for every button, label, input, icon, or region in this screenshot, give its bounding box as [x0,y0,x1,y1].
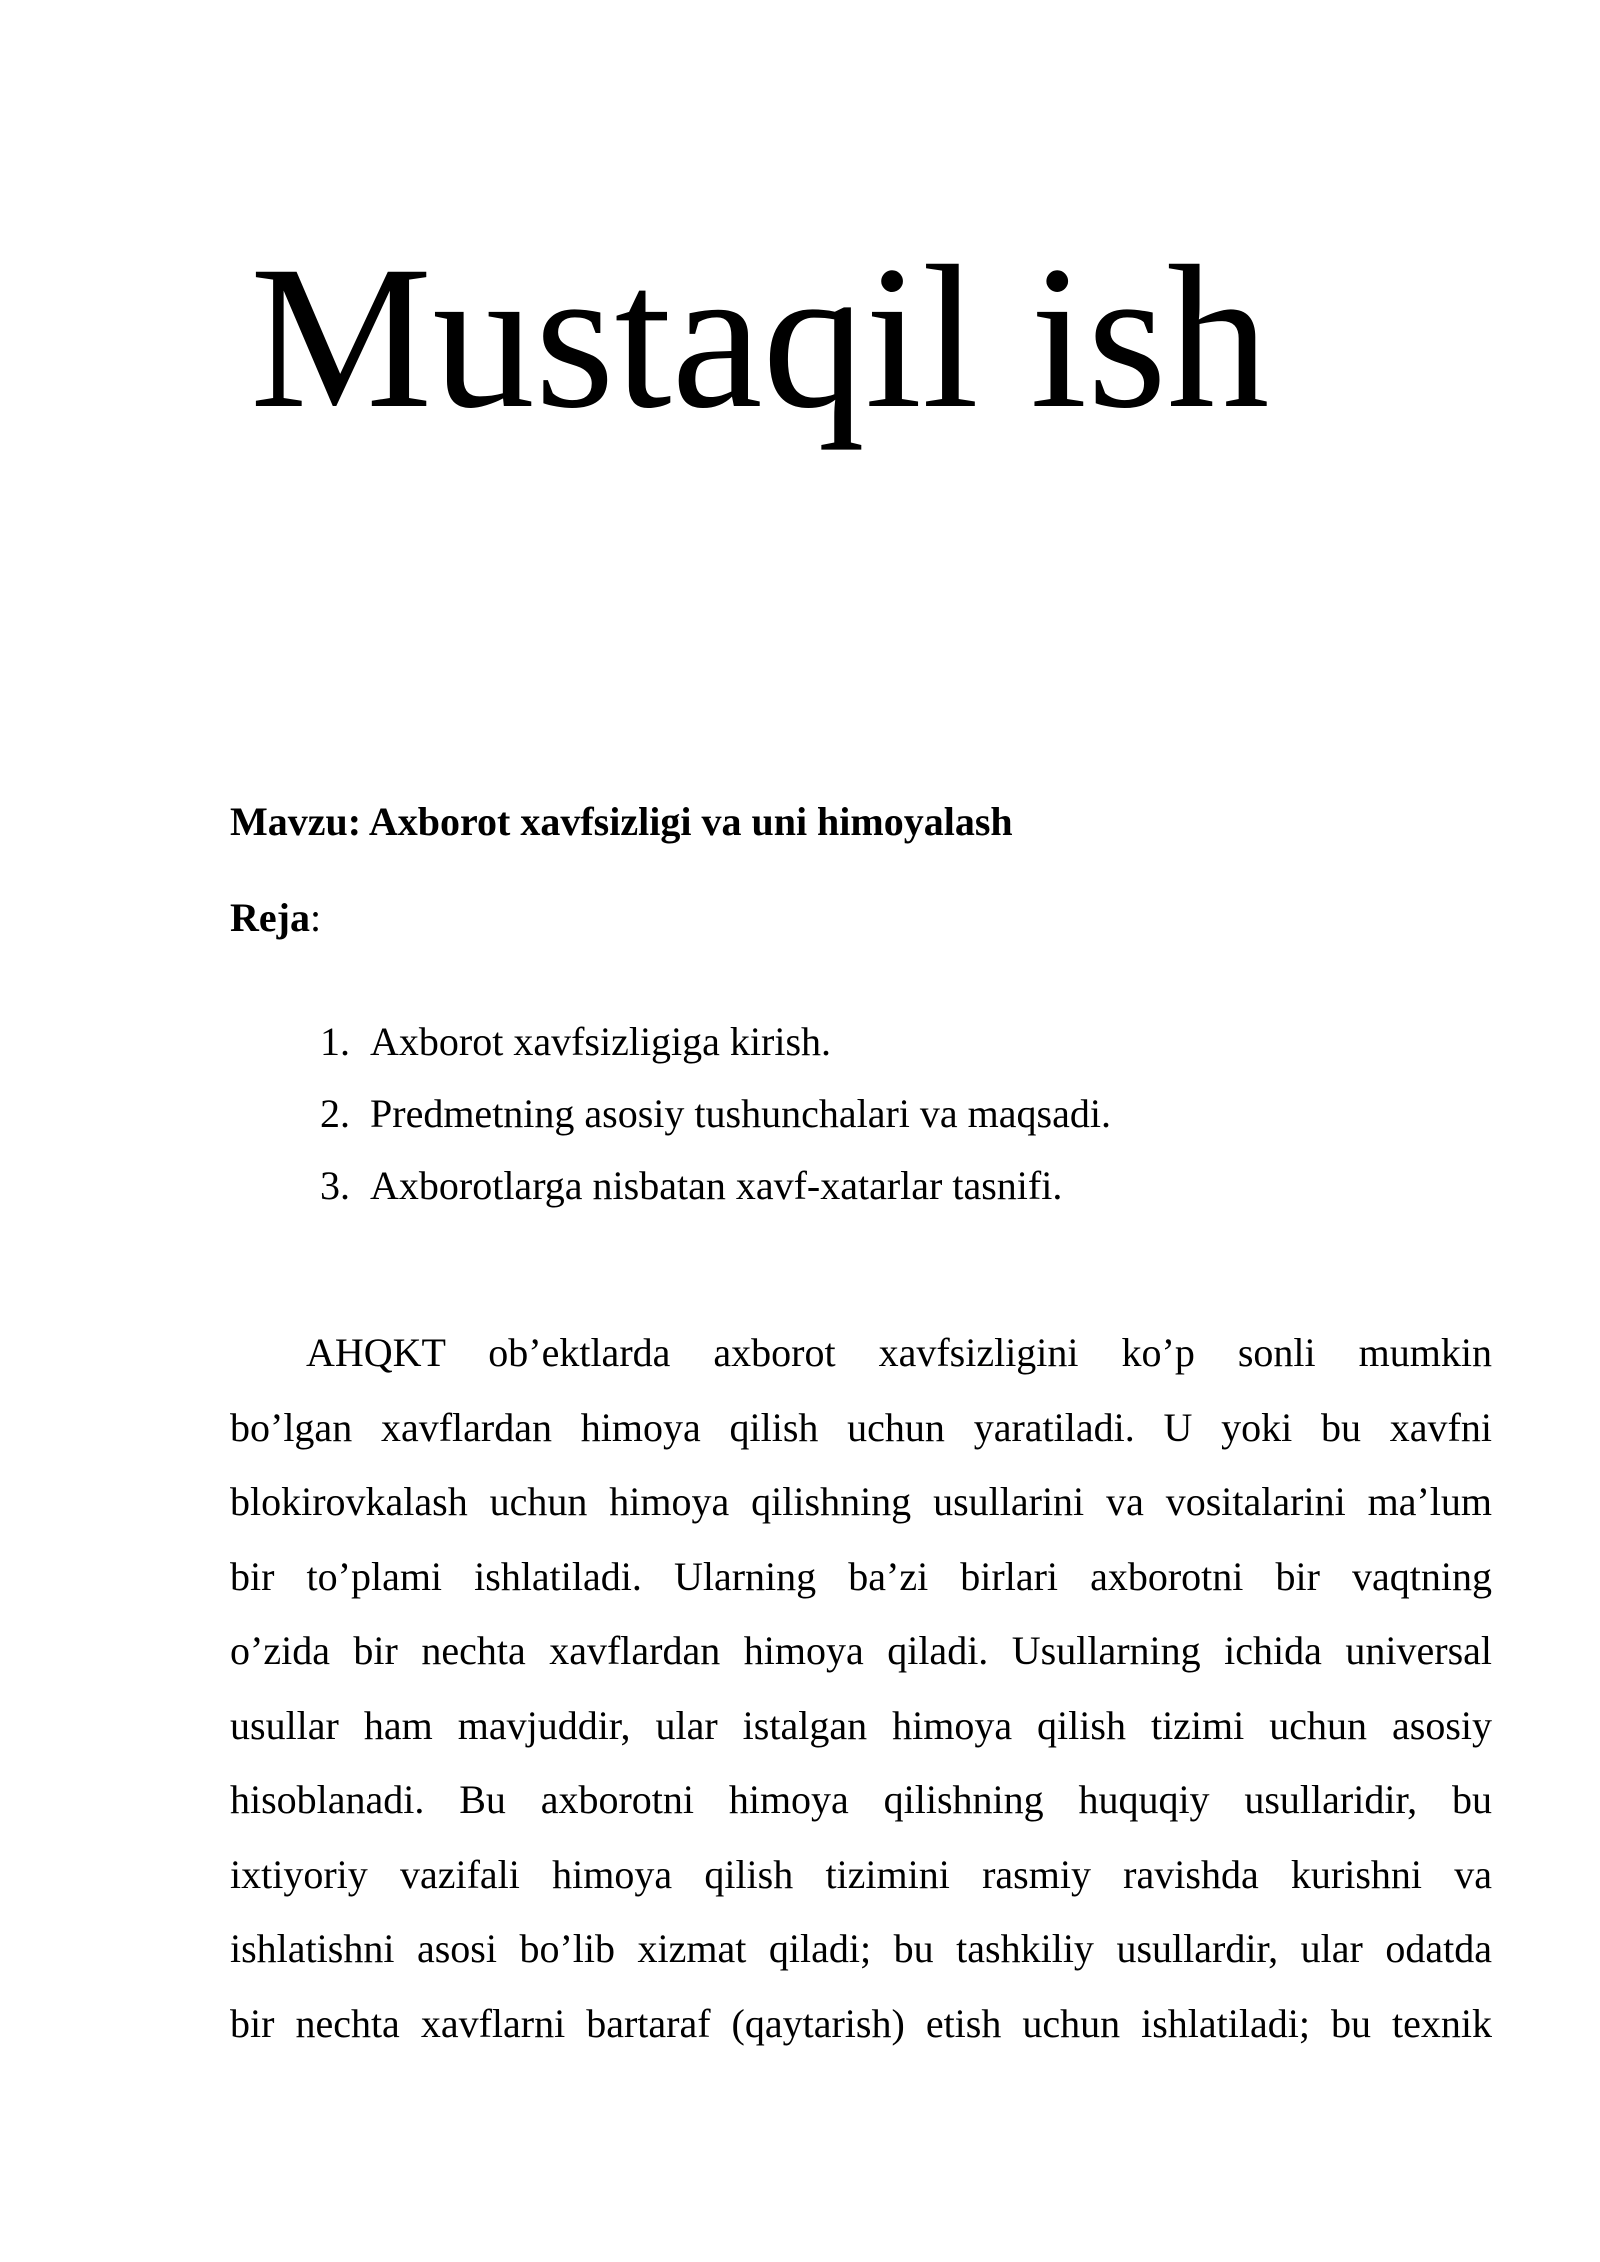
paragraph-line: hisoblanadi. Bu axborotni himoya qilishning huquqiy usullaridir, bu [230,1777,1492,1822]
paragraph-line: ixtiyoriy vazifali himoya qilish tizimini rasmiy ravishda kurishni va [230,1851,1492,1897]
plan-item [320,1006,1111,1078]
plan-item-number: 2. [320,1091,350,1136]
plan-item [320,1150,1111,1222]
plan-item-text: Axborot xavfsizligiga kirish. [370,1019,832,1064]
paragraph-line: blokirovkalash uchun himoya qilishning usullarini va vositalarini ma’lum [230,1479,1492,1524]
paragraph-line: usullar ham mavjuddir, ular istalgan himoya qilish tizimi uchun asosiy [230,1702,1492,1748]
page-title: Mustaqil ish [250,224,1270,451]
plan-colon: : [309,895,322,940]
plan-label: Reja [230,895,310,940]
paragraph-line: bo’lgan xavflardan himoya qilish uchun yaratiladi. U yoki bu xavfni [230,1404,1492,1450]
paragraph-line: ishlatishni asosi bo’lib xizmat qiladi; bu tashkiliy usullardir, ular odatda [230,1926,1492,1971]
plan-item-number: 1. [320,1019,350,1064]
body-paragraph [230,1316,1492,2061]
plan-item [320,1078,1111,1150]
paragraph-line: AHQKT ob’ektlarda axborot xavfsizligini ko’p sonli mumkin [306,1330,1492,1375]
plan-heading [230,892,321,944]
paragraph-line: bir to’plami ishlatiladi. Ularning ba’zi birlari axborotni bir vaqtning [230,1553,1492,1599]
plan-item-text: Predmetning asosiy tushunchalari va maqsadi. [370,1091,1111,1136]
plan-list [320,1006,1111,1222]
paragraph-line: bir nechta xavflarni bartaraf (qaytarish) etish uchun ishlatiladi; bu texnik [230,2000,1492,2046]
topic-heading: Mavzu: Axborot xavfsizligi va uni himoyalash [230,799,1013,844]
plan-item-number: 3. [320,1163,350,1208]
plan-item-text: Axborotlarga nisbatan xavf-xatarlar tasnifi. [370,1163,1063,1208]
paragraph-line: o’zida bir nechta xavflardan himoya qiladi. Usullarning ichida universal [230,1628,1492,1673]
